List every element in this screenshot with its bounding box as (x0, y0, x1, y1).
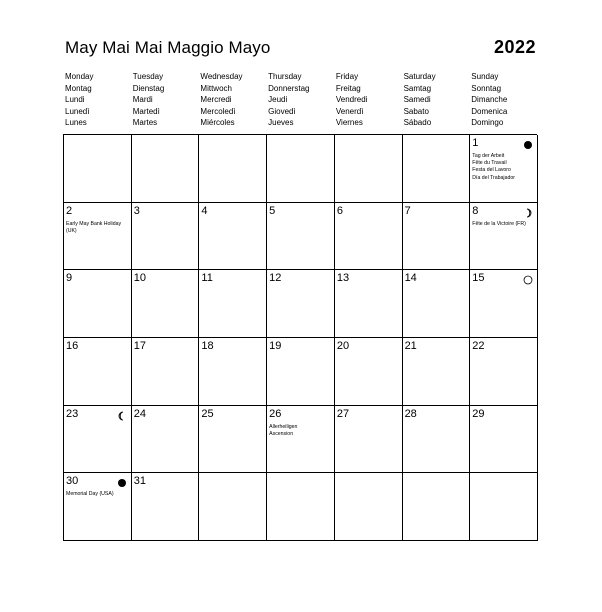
day-cell (199, 203, 267, 271)
event-text: Tag der Arbeit (472, 153, 505, 159)
day-cell (199, 135, 267, 203)
full-moon-icon (523, 272, 533, 282)
weekday-name: Lunes (65, 118, 87, 128)
weekday-name: Sábado (403, 118, 432, 128)
day-cell (403, 135, 471, 203)
day-number: 14 (404, 272, 417, 285)
weekday-name: Domenica (471, 106, 508, 116)
day-cell (335, 135, 403, 203)
weekday-name: Vendredi (335, 95, 368, 105)
weekday-name: Lundi (65, 95, 85, 105)
day-number: 26 (269, 407, 282, 420)
weekday-name: Montag (65, 83, 92, 93)
weekday-header (268, 71, 334, 129)
day-cell (64, 338, 132, 406)
weekday-name: Sonntag (471, 83, 502, 93)
day-number: 25 (201, 407, 214, 420)
day-events (269, 424, 332, 438)
day-cell (403, 203, 471, 271)
day-number: 12 (269, 272, 282, 285)
event-text: Fête de la Victoire (FR) (472, 220, 526, 227)
day-cell (335, 406, 403, 474)
event-text: Día del Trabajador (472, 174, 515, 181)
day-cell (64, 406, 132, 474)
day-events (66, 221, 129, 235)
day-number: 6 (336, 204, 343, 217)
weekday-name: Dienstag (132, 83, 165, 93)
day-cell (335, 270, 403, 338)
event-text: Allerheiligen (269, 423, 298, 430)
weekday-name: Tuesday (132, 72, 164, 81)
day-number: 19 (269, 340, 282, 352)
day-cell (267, 473, 335, 541)
day-number: 30 (66, 475, 79, 488)
day-cell (199, 338, 267, 406)
weekday-name: Dimanche (471, 95, 508, 105)
day-cell (335, 473, 403, 541)
day-cell (199, 473, 267, 541)
day-number: 23 (66, 407, 79, 420)
event-text: Memorial Day (USA) (66, 491, 114, 498)
day-number: 13 (336, 272, 350, 285)
weekday-name: Giovedì (268, 106, 296, 116)
weekday-name: Venerdì (335, 106, 364, 116)
weekday-name: Freitag (335, 83, 361, 93)
weekday-name: Donnerstag (268, 83, 310, 93)
day-cell (267, 338, 335, 406)
weekday-name: Domingo (471, 118, 504, 128)
day-cell (335, 203, 403, 271)
weekday-name: Mardi (132, 95, 153, 105)
weekday-header (471, 71, 537, 129)
weekday-name: Saturday (403, 72, 436, 81)
new-moon-icon (117, 475, 127, 485)
day-number: 11 (201, 272, 213, 285)
day-number: 4 (201, 204, 208, 217)
day-cell (64, 473, 132, 541)
event-text: Fête du Travail (472, 160, 507, 167)
day-cell (403, 338, 471, 406)
calendar-title: May Mai Mai Maggio Mayo (65, 38, 271, 57)
weekday-header (133, 71, 199, 129)
day-number: 2 (66, 204, 73, 217)
day-number: 28 (404, 407, 417, 420)
day-number: 20 (336, 340, 350, 352)
day-number: 9 (66, 272, 73, 285)
day-cell (199, 406, 267, 474)
weekday-name: Samedi (403, 95, 431, 105)
day-number: 7 (404, 204, 411, 217)
day-number: 5 (269, 204, 276, 217)
day-cell (267, 270, 335, 338)
day-cell (132, 406, 200, 474)
day-events (472, 153, 535, 182)
day-events (66, 491, 129, 498)
day-number: 22 (472, 340, 485, 352)
weekday-name: Jeudi (268, 95, 288, 105)
calendar-grid (63, 134, 537, 541)
event-text: Ascension (269, 430, 294, 437)
day-cell (470, 338, 538, 406)
day-cell (64, 203, 132, 271)
event-text: (UK) (66, 227, 77, 234)
weekday-name: Thursday (268, 72, 302, 81)
event-text: Festa del Lavoro (472, 167, 511, 174)
day-number: 29 (472, 407, 485, 420)
last-quarter-moon-icon (117, 408, 127, 418)
weekday-header (200, 71, 266, 129)
weekday-name: Wednesday (200, 72, 243, 81)
day-cell (267, 203, 335, 271)
weekday-name: Mercredi (200, 95, 232, 105)
weekday-name: Mittwoch (200, 83, 232, 93)
weekday-name: Lunedì (65, 106, 90, 116)
day-cell (64, 135, 132, 203)
weekday-name: Sabato (403, 106, 429, 116)
day-cell (132, 135, 200, 203)
day-cell (132, 203, 200, 271)
day-number: 18 (201, 340, 214, 352)
weekday-name: Miércoles (200, 118, 235, 128)
weekday-name: Viernes (335, 118, 363, 128)
weekday-header (404, 71, 470, 129)
new-moon-icon (523, 137, 533, 147)
weekday-name: Jueves (268, 118, 294, 128)
day-cell (470, 203, 538, 271)
weekday-header (336, 71, 402, 129)
day-cell (132, 473, 200, 541)
day-cell (199, 270, 267, 338)
day-cell (132, 338, 200, 406)
day-number: 24 (133, 407, 146, 420)
weekday-name: Martedì (132, 106, 160, 116)
day-cell (470, 270, 538, 338)
day-number: 15 (472, 272, 485, 285)
weekday-name: Friday (335, 72, 359, 81)
day-number: 27 (336, 407, 350, 420)
weekday-name: Sunday (471, 72, 499, 81)
day-cell (470, 406, 538, 474)
weekday-name: Samtag (403, 83, 432, 93)
calendar-year: 2022 (493, 37, 536, 57)
weekday-name: Monday (65, 72, 94, 81)
day-cell (132, 270, 200, 338)
day-number: 8 (472, 204, 479, 217)
weekday-header (65, 71, 131, 129)
day-cell (403, 270, 471, 338)
day-cell (470, 135, 538, 203)
day-cell (64, 270, 132, 338)
day-cell (267, 135, 335, 203)
day-cell (403, 406, 471, 474)
event-text: Early May Bank Holiday (66, 220, 122, 227)
weekday-name: Mercoledì (200, 106, 236, 116)
day-number: 31 (133, 475, 146, 488)
day-events (472, 221, 535, 228)
day-cell (403, 473, 471, 541)
day-cell (335, 338, 403, 406)
day-number: 21 (404, 340, 417, 352)
day-cell (470, 473, 538, 541)
day-number: 1 (472, 137, 479, 149)
weekday-name: Martes (132, 118, 158, 128)
day-cell (267, 406, 335, 474)
day-number: 3 (133, 204, 140, 217)
day-number: 16 (66, 340, 79, 352)
day-number: 17 (133, 340, 146, 352)
day-number: 10 (133, 272, 146, 285)
first-quarter-moon-icon (523, 205, 533, 215)
